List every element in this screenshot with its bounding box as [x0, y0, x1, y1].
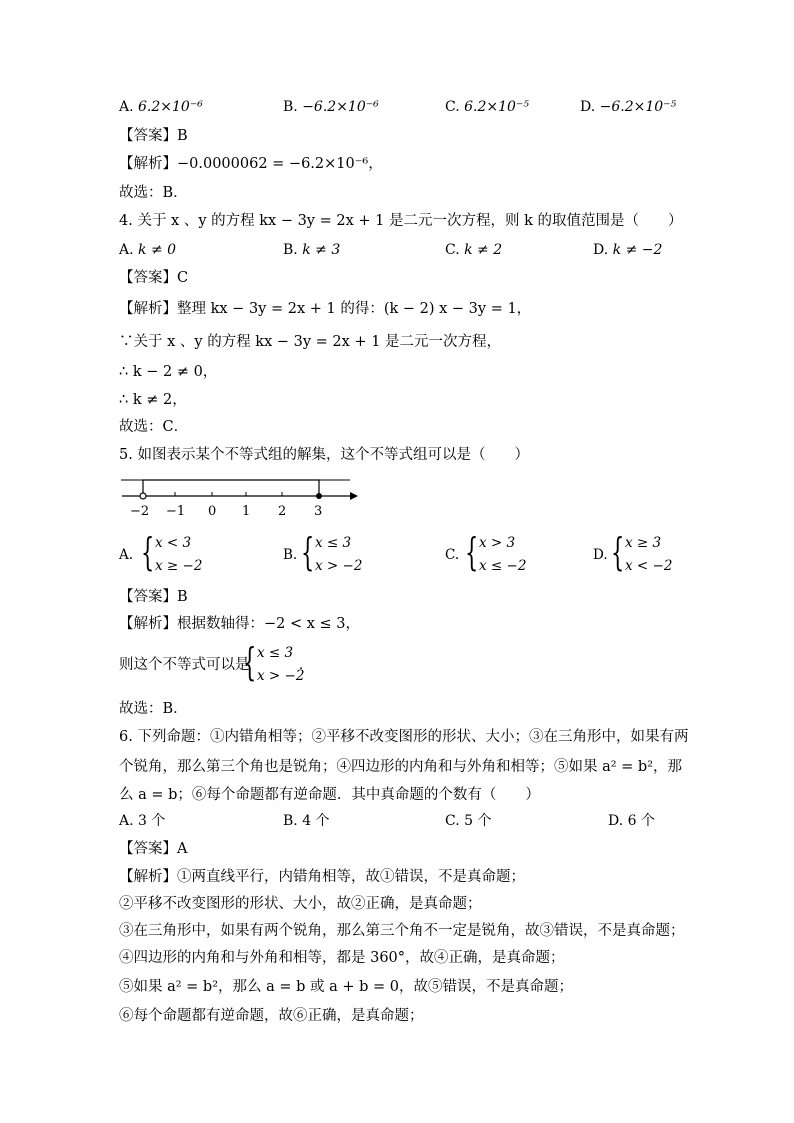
tick-label: 1 — [242, 504, 251, 519]
q4-analysis-line: 【解析】整理 kx − 3y = 2x + 1 的得：(k − 2) x − 3y = 1， — [119, 301, 532, 317]
q4-analysis-line: 故选：C． — [119, 419, 189, 435]
q5-option-d: D. { x ≥ 3 x < −2 — [593, 530, 673, 574]
q4-option-a: A. k ≠ 0 — [119, 242, 177, 258]
tick-label: 0 — [208, 504, 217, 519]
q6-answer: 【答案】A — [119, 841, 188, 857]
q4-option-b: B. k ≠ 3 — [283, 242, 341, 258]
left-brace-icon: { — [465, 530, 479, 574]
open-endpoint — [140, 493, 146, 499]
q5-answer: 【答案】B — [119, 589, 188, 605]
q6-analysis-line: ⑤如果 a² = b²，那么 a = b 或 a + b = 0，故⑤错误，不是真命题； — [119, 979, 574, 995]
left-brace-icon: { — [243, 640, 257, 684]
q4-stem: 4. 关于 x 、y 的方程 kx − 3y = 2x + 1 是二元一次方程，则 k 的取值范围是（ ） — [119, 213, 683, 229]
q3-option-d: D. −6.2×10⁻⁵ — [580, 99, 677, 115]
q3-analysis: 【解析】−0.0000062 = −6.2×10⁻⁶， — [119, 156, 383, 172]
q5-conclusion: 故选：B． — [119, 701, 188, 717]
number-line-figure — [118, 468, 358, 520]
tick-label: 2 — [278, 504, 287, 519]
tick-label: −2 — [130, 504, 150, 519]
q3-conclusion: 故选：B． — [119, 185, 188, 201]
left-brace-icon: { — [611, 530, 625, 574]
left-brace-icon: { — [141, 530, 155, 574]
q4-analysis-line: ∴ k ≠ 2， — [119, 392, 187, 408]
q5-option-a: A. { x < 3 x ≥ −2 — [119, 530, 203, 574]
q5-then-system: 则这个不等式可以是 { x ≤ 3 x > −2 ． — [119, 640, 313, 684]
tick-label: 3 — [314, 504, 323, 519]
q5-analysis: 【解析】根据数轴得：−2 < x ≤ 3， — [119, 616, 361, 632]
solution-bracket — [143, 480, 319, 496]
q6-analysis-line: ⑥每个命题都有逆命题，故⑥正确，是真命题； — [119, 1008, 424, 1024]
q6-option-c: C. 5 个 — [445, 813, 492, 829]
q5-stem: 5. 如图表示某个不等式组的解集，这个不等式组可以是（ ） — [119, 447, 529, 463]
q3-option-b: B. −6.2×10⁻⁶ — [283, 99, 379, 115]
q4-answer: 【答案】C — [119, 270, 189, 286]
left-brace-icon: { — [301, 530, 315, 574]
q6-analysis-line: 【解析】①两直线平行，内错角相等，故①错误，不是真命题； — [119, 869, 525, 885]
q5-option-b: B. { x ≤ 3 x > −2 — [283, 530, 363, 574]
q6-analysis-line: ④四边形的内角和与外角和相等，都是 360°，故④正确，是真命题； — [119, 950, 565, 966]
tick-label: −1 — [166, 504, 186, 519]
q5-option-c: C. { x > 3 x ≤ −2 — [445, 530, 527, 574]
q6-analysis-line: ②平移不改变图形的形状、大小，故②正确，是真命题； — [119, 896, 482, 912]
q4-option-c: C. k ≠ 2 — [445, 242, 503, 258]
q6-option-d: D. 6 个 — [608, 813, 655, 829]
q6-stem-line: 么 a = b；⑥每个命题都有逆命题．其中真命题的个数有（ ） — [119, 787, 540, 803]
q6-stem-line: 6. 下列命题：①内错角相等；②平移不改变图形的形状、大小；③在三角形中，如果有两 — [119, 729, 689, 745]
q4-analysis-line: ∴ k − 2 ≠ 0， — [119, 364, 218, 380]
closed-endpoint — [316, 493, 322, 499]
q6-stem-line: 个锐角，那么第三个角也是锐角；④四边形的内角和与外角和相等；⑤如果 a² = b²，那 — [119, 759, 683, 775]
q3-answer: 【答案】B — [119, 128, 188, 144]
q3-option-a: A. 6.2×10⁻⁶ — [119, 99, 203, 115]
number-line-arrow — [350, 492, 358, 500]
q6-option-b: B. 4 个 — [283, 813, 330, 829]
q3-option-c: C. 6.2×10⁻⁵ — [445, 99, 529, 115]
q4-analysis-line: ∵关于 x 、y 的方程 kx − 3y = 2x + 1 是二元一次方程， — [119, 334, 502, 350]
q4-option-d: D. k ≠ −2 — [593, 242, 663, 258]
q6-option-a: A. 3 个 — [119, 813, 166, 829]
q6-analysis-line: ③在三角形中，如果有两个锐角，那么第三个角不一定是锐角，故③错误，不是真命题； — [119, 923, 685, 939]
